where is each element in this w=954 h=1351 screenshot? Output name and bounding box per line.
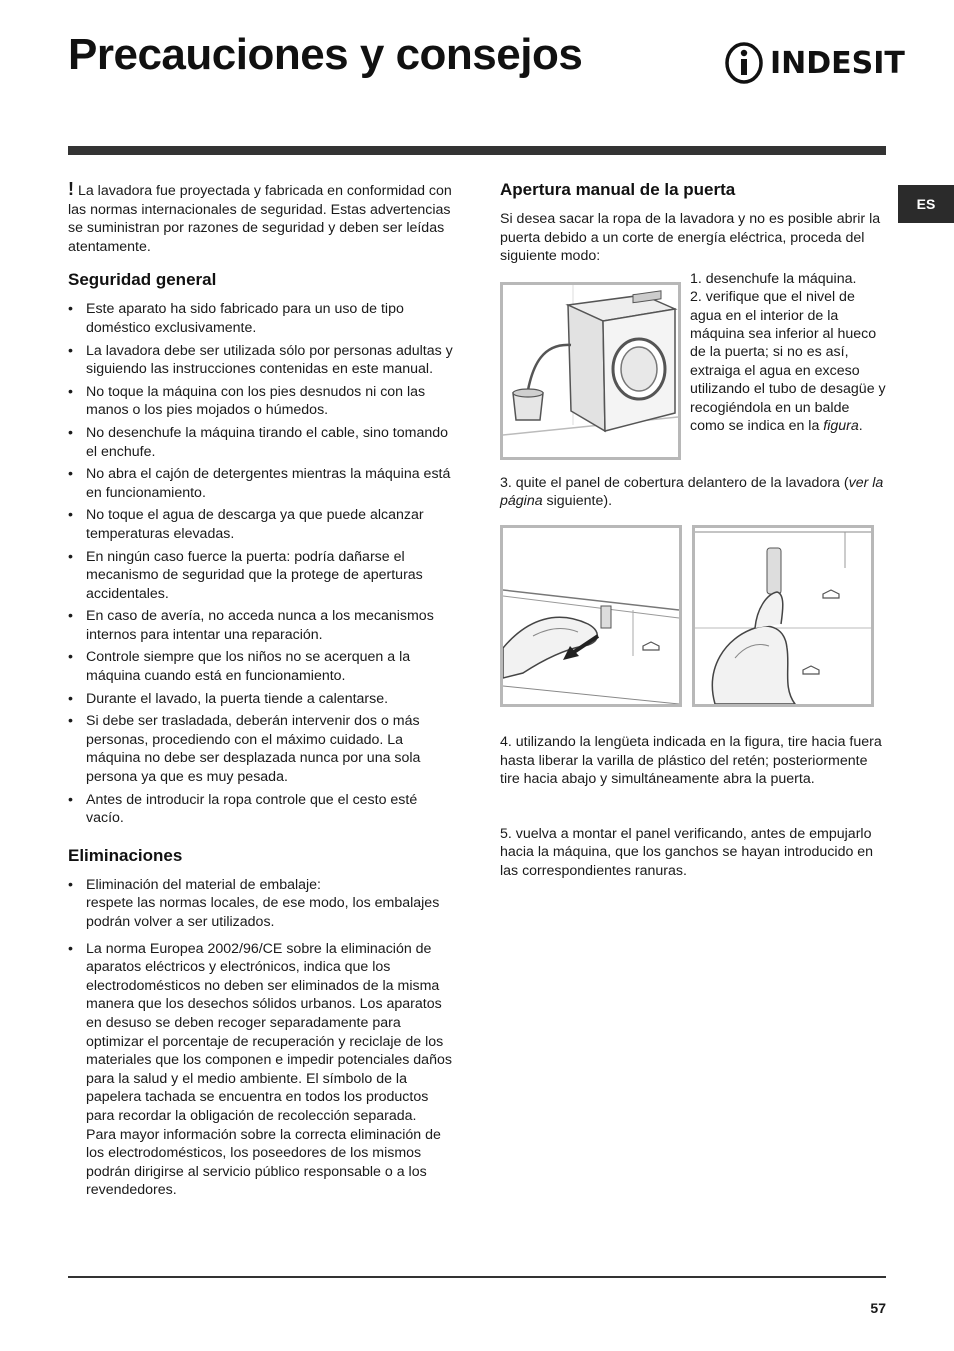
list-item: • En caso de avería, no acceda nunca a los mecanismos internos para intentar una reparación.	[68, 607, 458, 644]
figure-pull-tab	[500, 525, 682, 707]
apertura-intro: Si desea sacar la ropa de la lavadora y no es posible abrir la puerta debido a un corte de energía eléctrica, proceda del siguiente modo:	[500, 211, 881, 265]
list-item: • No toque la máquina con los pies desnudos ni con las manos o los pies mojados o húmedos.	[68, 383, 458, 420]
step-5: 5. vuelva a montar el panel verificando, antes de empujarlo hacia la máquina, que los ganchos se hayan introducido en las correspondientes ranuras.	[500, 825, 874, 879]
elim-item1-title: Eliminación del material de embalaje:	[86, 876, 322, 893]
elim-item2-text: La norma Europea 2002/96/CE sobre la eliminación de aparatos eléctricos y electrónicos, indica que los electrodomésticos no deben ser eliminados de la misma manera que los desechos sólidos urbanos. Los aparatos en desuso se deben recoger separadamente para optimizar el porcentaje de recuperación y reciclaje de los materiales que los componen e impedir potenciales daños para la salud y el medio ambiente. El símbolo de la papelera tachada se encuentra en todos los productos para recordar la obligación de recolección separada.	[86, 940, 452, 1124]
section-heading-eliminaciones: Eliminaciones	[68, 845, 183, 865]
section-heading-apertura: Apertura manual de la puerta	[500, 180, 736, 199]
list-item: • Este aparato ha sido fabricado para un uso de tipo doméstico exclusivamente.	[68, 300, 458, 337]
list-item	[68, 876, 458, 932]
step-3: 3. quite el panel de cobertura delantero de la lavadora (ver la página siguiente).	[500, 474, 884, 510]
list-item: • La lavadora debe ser utilizada sólo por personas adultas y siguiendo las instrucciones contenidas en este manual.	[68, 342, 458, 379]
panel-figures	[500, 525, 886, 707]
figure-drain-water	[500, 282, 681, 460]
pull-tab-illustration	[503, 528, 679, 704]
list-item: • No toque el agua de descarga ya que puede alcanzar temperaturas elevadas.	[68, 506, 458, 543]
brand-wordmark: INDESIT	[770, 45, 905, 81]
washing-machine-drain-illustration	[503, 285, 678, 457]
brand-logo	[724, 42, 905, 84]
list-item: • Si debe ser trasladada, deberán intervenir dos o más personas, procediendo con el máximo cuidado. La máquina no debe ser desplazada nunca por una sola persona ya que es muy pesada.	[68, 712, 458, 786]
list-item: • Durante el lavado, la puerta tiende a calentarse.	[68, 690, 458, 709]
list-item	[68, 940, 458, 1200]
intro-text: La lavadora fue proyectada y fabricada en conformidad con las normas internacionales de seguridad. Estas advertencias se suministran por razones de seguridad y deben ser leídas atentamente.	[68, 183, 452, 255]
elim-item1-text: respete las normas locales, de ese modo, los embalajes podrán volver a ser utilizados.	[86, 895, 440, 930]
top-rule	[68, 146, 886, 155]
figure-hand-grip	[692, 525, 874, 707]
page-title: Precauciones y consejos	[68, 30, 583, 79]
step-4: 4. utilizando la lengüeta indicada en la figura, tire hacia fuera hasta liberar la varilla de plástico del retén; posteriormente tire hacia abajo y simultáneamente abra la puerta.	[500, 733, 882, 788]
right-column	[500, 180, 886, 881]
page-number: 57	[870, 1300, 886, 1316]
list-item: • No desenchufe la máquina tirando el cable, sino tomando el enchufe.	[68, 424, 458, 461]
language-tab: ES	[898, 185, 954, 223]
step-2: 2. verifique que el nivel de agua en el interior de la máquina sea inferior al hueco de la puerta; si no es así, extraiga el agua en exceso utilizando el tubo de desagüe y recogiéndola en un balde como se indica en la figura.	[690, 289, 886, 435]
intro-paragraph	[68, 180, 458, 256]
eliminaciones-list	[68, 876, 458, 1200]
step-1-2-block	[500, 270, 886, 460]
seguridad-list	[68, 300, 458, 827]
list-item: • No abra el cajón de detergentes mientras la máquina está en funcionamiento.	[68, 465, 458, 502]
step-1: 1. desenchufe la máquina.	[690, 270, 857, 287]
list-item: • Controle siempre que los niños no se acerquen a la máquina cuando está en funcionamiento.	[68, 648, 458, 685]
list-item: • En ningún caso fuerce la puerta: podría dañarse el mecanismo de seguridad que la protege de aperturas accidentales.	[68, 548, 458, 604]
left-column	[68, 180, 458, 1212]
list-item: • Antes de introducir la ropa controle que el cesto esté vacío.	[68, 791, 458, 828]
bottom-rule	[68, 1276, 886, 1278]
step-1-2-text	[690, 270, 886, 460]
elim-item2-more: Para mayor información sobre la correcta eliminación de los electrodomésticos, los poseedores de los mismos podrán dirigirse al servicio público responsable o a los revendedores.	[86, 1126, 441, 1199]
indesit-logo-icon	[724, 42, 764, 84]
hand-grip-illustration	[695, 528, 871, 704]
section-heading-seguridad: Seguridad general	[68, 270, 217, 290]
warning-mark: !	[68, 179, 74, 199]
